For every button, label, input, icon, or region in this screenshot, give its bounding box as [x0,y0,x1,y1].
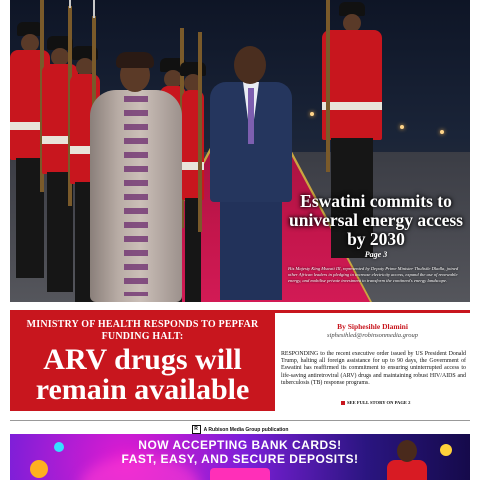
lead-story-headline[interactable]: ARV drugs will remain available [35,343,250,406]
ad-line-2: FAST, EASY, AND SECURE DEPOSITS! [121,452,359,466]
man-in-suit [206,42,296,302]
continue-link[interactable] [341,400,410,405]
lead-story-text-column [275,310,470,411]
runway-light [440,130,444,134]
continue-link-label: SEE FULL STORY ON PAGE 2 [347,400,411,405]
lead-story-panel [10,310,275,411]
runway-light [400,125,404,129]
hero-page-reference: Page 3 [364,250,388,259]
ad-line-1: NOW ACCEPTING BANK CARDS! [138,438,342,452]
advertisement-banner[interactable] [10,434,470,480]
byline: By Siphesihle Dlamini [337,322,408,331]
runway-light [310,112,314,116]
rubison-logo-icon: R [192,425,201,434]
story-body: RESPONDING to the recent executive order issued by US President Donald Trump, halting all foreign assistance for up to 90 days, the Government of Eswatini has reaffirmed its commitment to ensuring uninterrupted access to life-saving antiretroviral (ARV) drugs and maintaining robust HIV/AIDS and tuberculosis (TB) response programs. [281,351,466,386]
red-square-icon [341,401,345,405]
photo-caption: His Majesty King Mswati III, represented by Deputy Prime Minister Thulisile Dladla, joined other African leaders in pledging to increase electricity access, expand the use of renewable energy, and mobilise private investment to transform the continent's energy landscape. [288,266,459,283]
author-email-link[interactable]: siphesihled@robinsonmedia.group [327,332,418,339]
publication-label: A Rubison Media Group publication [203,427,289,433]
woman-in-gown [82,52,190,302]
ad-logo [210,468,270,480]
hero-headline[interactable]: Eswatini commits to universal energy access by 2030 [289,191,463,249]
lead-story-kicker: MINISTRY OF HEALTH RESPONDS TO PEPFAR FUNDING HALT: [26,319,259,342]
